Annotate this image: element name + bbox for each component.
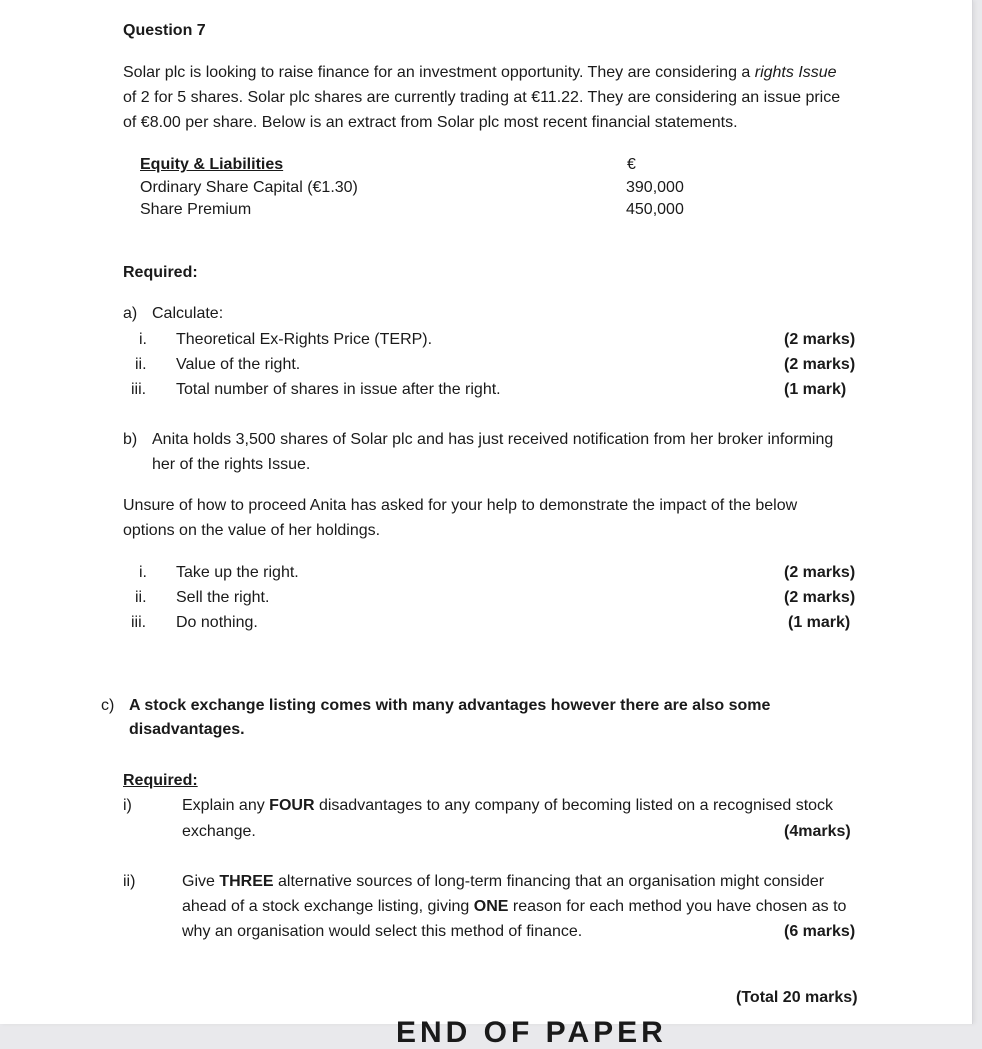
text: disadvantages to any company of becoming listed on a recognised stock	[314, 797, 834, 814]
part-a-item-text: Value of the right.	[176, 356, 301, 373]
part-c-item-2-line-3: why an organisation would select this method of finance.	[182, 923, 583, 940]
text: ahead of a stock exchange listing, giving	[182, 898, 474, 915]
text: Explain any	[182, 797, 270, 814]
part-a-item-num: iii.	[131, 381, 147, 398]
required-heading: Required:	[123, 264, 198, 281]
part-a-item-num: ii.	[135, 356, 147, 373]
text: Give	[182, 873, 220, 890]
part-b-item-marks: (2 marks)	[784, 564, 856, 581]
part-b-item-text: Do nothing.	[176, 614, 258, 631]
intro-line-1-text: Solar plc is looking to raise finance for an investment opportunity. They are considering a	[123, 64, 755, 81]
part-b-item-marks: (2 marks)	[784, 589, 856, 606]
part-b-para-line-1: Unsure of how to proceed Anita has asked for your help to demonstrate the impact of the below	[123, 497, 798, 514]
part-a-item-marks: (1 mark)	[784, 381, 847, 398]
part-a-item-marks: (2 marks)	[784, 356, 856, 373]
part-c-item-2-marks: (6 marks)	[784, 923, 856, 940]
intro-line-3: of €8.00 per share. Below is an extract from Solar plc most recent financial statements.	[123, 114, 738, 131]
part-c-required-heading: Required:	[123, 772, 198, 789]
emphasis: THREE	[219, 873, 274, 890]
part-c-item-2-line-1	[182, 872, 824, 892]
part-b-para-line-2: options on the value of her holdings.	[123, 522, 381, 539]
intro-rights-issue: rights Issue	[754, 64, 837, 81]
part-c-item-2-num: ii)	[123, 873, 136, 890]
text: alternative sources of long-term financing that an organisation might consider	[273, 873, 825, 890]
part-c-item-2-line-2	[182, 897, 846, 917]
total-marks: (Total 20 marks)	[736, 989, 858, 1006]
statement-row-value: 450,000	[626, 201, 684, 218]
statement-row-label: Share Premium	[140, 201, 252, 218]
statement-row-label: Ordinary Share Capital (€1.30)	[140, 179, 358, 196]
part-b-line-1: Anita holds 3,500 shares of Solar plc and has just received notification from her broker informing	[152, 431, 834, 448]
part-b-item-marks: (1 mark)	[788, 614, 851, 631]
part-a-item-text: Total number of shares in issue after the right.	[176, 381, 501, 398]
part-a-item-marks: (2 marks)	[784, 331, 856, 348]
part-b-item-num: iii.	[131, 614, 147, 631]
part-b-item-text: Take up the right.	[176, 564, 299, 581]
part-a-letter: a)	[123, 305, 138, 322]
statement-currency: €	[627, 156, 636, 173]
emphasis: FOUR	[269, 797, 315, 814]
statement-heading: Equity & Liabilities	[140, 156, 284, 173]
part-b-line-2: her of the rights Issue.	[152, 456, 311, 473]
intro-line-1	[123, 63, 837, 83]
part-c-line-2: disadvantages.	[129, 721, 245, 738]
part-c-item-1-num: i)	[123, 797, 132, 814]
part-c-item-1-line-1	[182, 796, 833, 816]
part-a-item-num: i.	[139, 331, 147, 348]
part-b-item-num: i.	[139, 564, 147, 581]
part-c-item-1-line-2: exchange.	[182, 823, 256, 840]
intro-line-2: of 2 for 5 shares. Solar plc shares are currently trading at €11.22. They are considering an issue price	[123, 89, 841, 106]
text: reason for each method you have chosen as to	[508, 898, 847, 915]
part-b-item-num: ii.	[135, 589, 147, 606]
part-c-letter: c)	[101, 697, 115, 714]
statement-row-value: 390,000	[626, 179, 684, 196]
part-c-line-1: A stock exchange listing comes with many advantages however there are also some	[129, 697, 771, 714]
part-c-item-1-marks: (4marks)	[784, 823, 851, 840]
emphasis: ONE	[473, 898, 509, 915]
part-a-intro: Calculate:	[152, 305, 224, 322]
end-of-paper: END OF PAPER	[396, 1016, 667, 1049]
part-b-letter: b)	[123, 431, 138, 448]
part-a-item-text: Theoretical Ex-Rights Price (TERP).	[176, 331, 433, 348]
question-title: Question 7	[123, 22, 206, 39]
part-b-item-text: Sell the right.	[176, 589, 270, 606]
